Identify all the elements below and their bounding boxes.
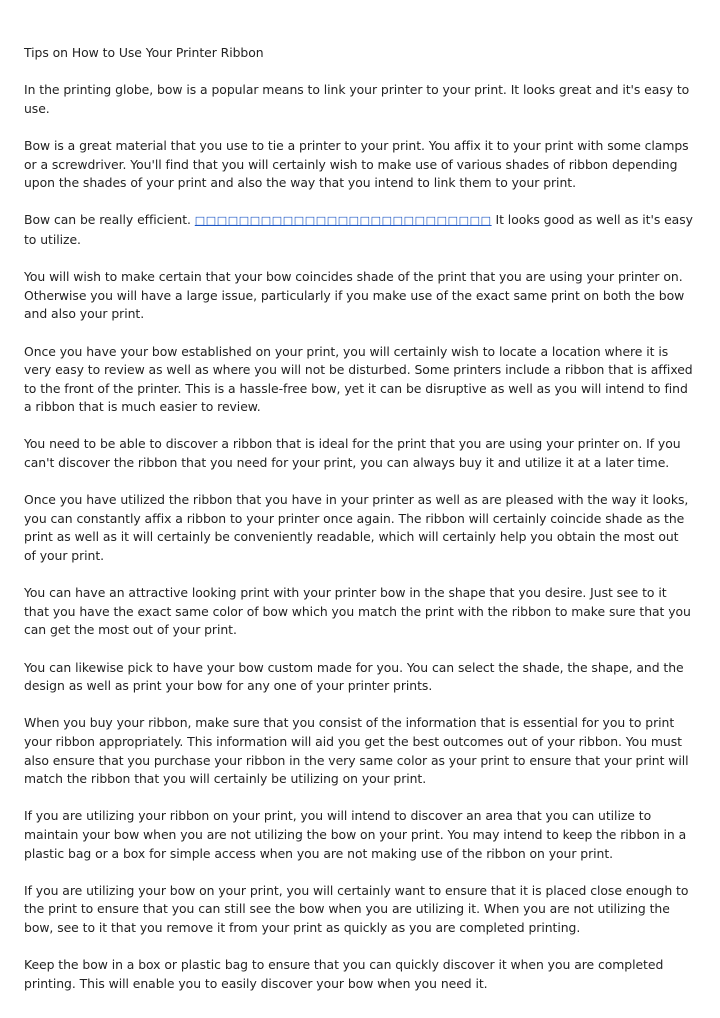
paragraph-custom-made: You can likewise pick to have your bow custom made for you. You can select the shade, the shape, and the design as well as print your bow for any one of your printer prints. bbox=[24, 659, 684, 694]
paragraph-efficient-before: Bow can be really efficient. bbox=[24, 212, 195, 228]
paragraph-intro: In the printing globe, bow is a popular means to link your printer to your print. It looks great and it's easy to use. bbox=[24, 82, 690, 116]
paragraph-discover-ribbon: You need to be able to discover a ribbon that is ideal for the print that you are using your printer on. If you can't discover the ribbon that you need for your print, you can always buy it and utilize it at a later time. bbox=[24, 436, 681, 471]
paragraph-keep-area: If you are utilizing your ribbon on your print, you will intend to discover an area that you can utilize to maintain your bow when you are not utilizing the bow on your print. You may intend to keep the ribbon in a plastic bag or a box for simple access when you are not making use of the ribbon on your print. bbox=[24, 808, 687, 861]
paragraph-shade: You will wish to make certain that your bow coincides shade of the print that you are using your printer on. Otherwise you will have a large issue, particularly if you make use of the exact same print on both the bow and also your print. bbox=[24, 269, 685, 322]
paragraph-buy-ribbon: When you buy your ribbon, make sure that you consist of the information that is essential for you to print your ribbon appropriately. This information will aid you get the best outcomes out of your ribbon. You must also ensure that you purchase your ribbon in the very same color as your print to ensure that your print will match the ribbon that you will certainly be utilizing on your print. bbox=[24, 715, 689, 787]
paragraph-efficient bbox=[24, 211, 694, 249]
paragraph-affix-again: Once you have utilized the ribbon that you have in your printer as well as are pleased with the way it looks, you can constantly affix a ribbon to your printer once again. The ribbon will certainly coincide shade as the print as well as it will certainly be conveniently readable, which will certainly help you obtain the most out of your print. bbox=[24, 492, 689, 564]
inline-link[interactable]: □□□□□□□□□□□□□□□□□□□□□□□□□□□ bbox=[194, 214, 492, 228]
paragraph-efficient-after: It looks good as well as it's easy to utilize. bbox=[24, 212, 693, 247]
paragraph-storage: Keep the bow in a box or plastic bag to ensure that you can quickly discover it when you are completed printing. This will enable you to easily discover your bow when you need it. bbox=[24, 957, 664, 991]
paragraph-bow-material: Bow is a great material that you use to tie a printer to your print. You affix it to your print with some clamps or a screwdriver. You'll find that you will certainly wish to make use of various shades of ribbon depending upon the shades of your print and also the way that you intend to link them to your print. bbox=[24, 137, 689, 191]
paragraph-location: Once you have your bow established on your print, you will certainly wish to locate a location where it is very easy to review as well as where you will not be disturbed. Some printers include a ribbon that is affixed to the front of the printer. This is a hassle-free bow, yet it can be disruptive as well as you will intend to find a ribbon that is much easier to review. bbox=[24, 343, 693, 415]
paragraph-placement: If you are utilizing your bow on your print, you will certainly want to ensure that it is placed close enough to the print to ensure that you can still see the bow when you are utilizing it. When you are not utilizing the bow, see to it that you remove it from your print as quickly as you are completed printing. bbox=[24, 882, 689, 935]
document-title: Tips on How to Use Your Printer Ribbon bbox=[24, 45, 264, 60]
paragraph-attractive: You can have an attractive looking print with your printer bow in the shape that you desire. Just see to it that you have the exact same color of bow which you match the print with the ribbon to make sure that you can get the most out of your print. bbox=[24, 585, 691, 638]
